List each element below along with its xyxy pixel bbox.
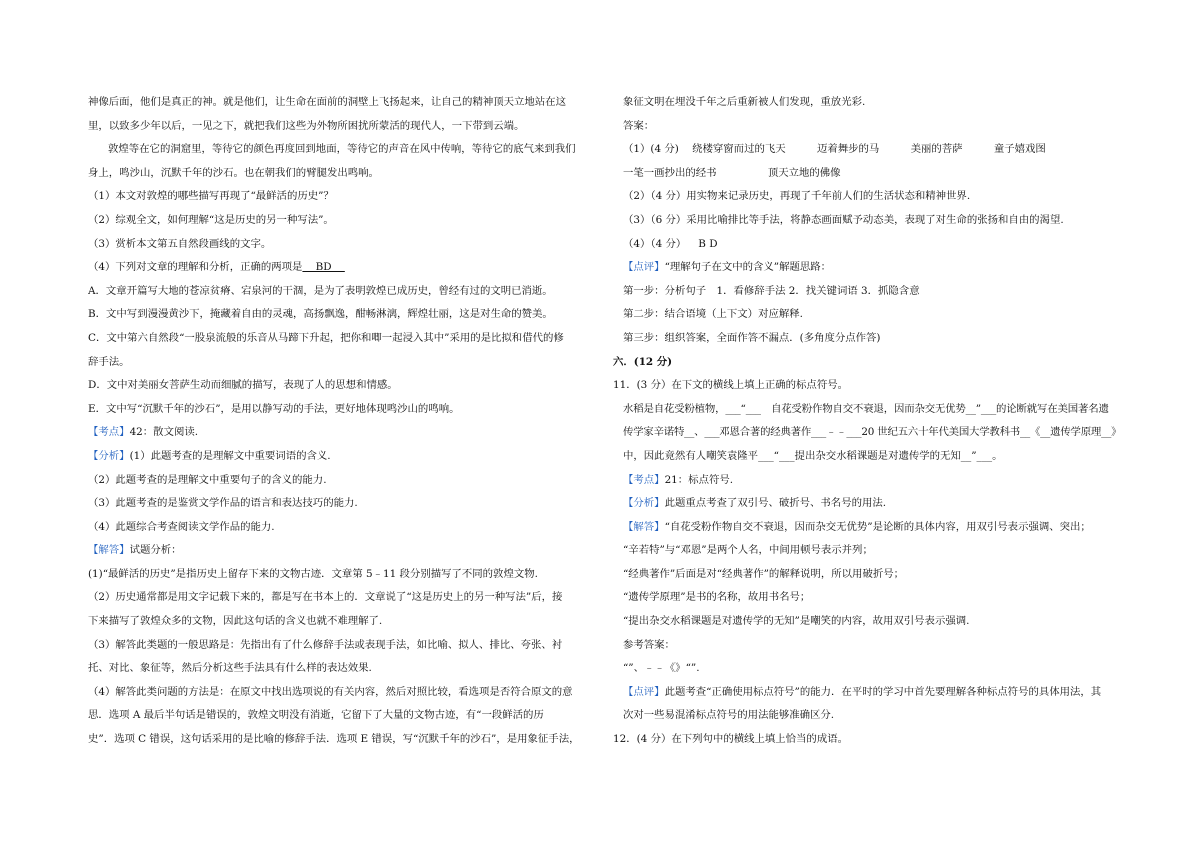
answer-4-value: B D: [698, 237, 718, 250]
jieda-text: “自花受粉作物自交不衰退，因而杂交无优势”是论断的具体内容，用双引号表示强调、突出；: [664, 520, 1091, 533]
continuation-line: 象征文明在埋没千年之后重新被人们发现，重放光彩.: [623, 96, 866, 108]
answer-1-line-2: [623, 162, 1135, 186]
option-d: D．文中对美丽女菩萨生动而细腻的描写，表现了人的思想和情感。: [88, 379, 398, 392]
option-c-line-1: C．文中第六自然段“一股泉流般的乐音从马蹄下升起，把你和唧一起浸入其中”采用的是比拟和借代的修: [88, 331, 564, 344]
dianping-text: “理解句子在文中的含义”解题思路：: [664, 261, 832, 274]
section-6-heading: 六．(12 分): [613, 355, 673, 368]
question-11: 11．(3 分）在下文的横线上填上正确的标点符号。: [613, 379, 848, 392]
jieda-right-line-3: “经典著作”后面是对“经典著作”的解释说明，所以用破折号；: [623, 567, 905, 580]
step-2: 第二步：结合语境（上下文）对应解释.: [623, 308, 803, 321]
dianping-tag: 【点评】: [623, 685, 665, 698]
option-c-line-2: 辞手法。: [88, 355, 130, 368]
intro-line-2: 里，以致多少年以后，一见之下，就把我们这些为外物所困扰所蒙活的现代人，一下带到云端。: [88, 119, 525, 132]
intro-line-1: 神像后面，他们是真正的神。就是他们，让生命在面前的洞壁上飞扬起来，让自己的精神顶天立地站在这: [88, 96, 566, 108]
kaodian-text: 21：标点符号.: [664, 473, 734, 486]
fenxi-text-1: (1）此题考查的是理解文中重要词语的含义.: [129, 449, 331, 462]
option-a: A．文章开篇写大地的苍凉贫瘠、宕泉河的干涸，是为了表明敦煌已成历史，曾经有过的文明已消逝。: [88, 284, 553, 297]
dianping-line: [623, 256, 1135, 280]
answer-1-item: 一笔一画抄出的经书: [623, 166, 717, 179]
dianping-line-2b: 次对一些易混淆标点符号的用法能够准确区分.: [623, 709, 835, 722]
question-1: （1）本文对敦煌的哪些描写再现了“最鲜活的历史”？: [88, 190, 334, 203]
kaodian-tag: 【考点】: [623, 473, 665, 486]
reference-label: 参考答案：: [623, 638, 675, 651]
fenxi-line-2: （2）此题考查的是理解文中重要句子的含义的能力.: [88, 473, 327, 486]
jieda-line-1: (1)“最鲜活的历史”是指历史上留存下来的文物古迹．文章第 5﹣11 段分别描写了不同的敦煌文物.: [88, 567, 538, 580]
fenxi-line-3: （3）此题考查的是鉴赏文学作品的语言和表达技巧的能力.: [88, 497, 358, 510]
question-4: [88, 256, 591, 280]
question-3: （3）赏析本文第五自然段画线的文字。: [88, 237, 272, 250]
jieda-line-4a: （4）解答此类问题的方法是：在原文中找出选项说的有关内容，然后对照比较，看选项是否符合原文的意: [88, 685, 573, 698]
question-11-line-3: 中，因此竟然有人嘲笑袁隆平___“___提出杂交水稻课题是对遗传学的无知__”___。: [623, 449, 1003, 462]
step-3: 第三步：组织答案，全面作答不漏点．(多角度分点作答): [623, 331, 881, 344]
step-1: 第一步：分析句子 1．看修辞手法 2．找关键词语 3．抓隐含意: [623, 284, 920, 297]
jieda-line-2a: （2）历史通常都是用文字记载下来的，都是写在书本上的．文章说了“这是历史上的另一种写法”后，接: [88, 591, 563, 604]
left-column: [88, 91, 591, 752]
reference-answer: “”、﹣﹣《》“”.: [623, 662, 700, 675]
fenxi-text: 此题重点考查了双引号、破折号、书名号的用法.: [664, 497, 887, 510]
kaodian-text: 42：散文阅读.: [129, 426, 199, 439]
answer-1-item: 绕楼穿窗而过的飞天: [692, 143, 786, 156]
question-11-line-1: 水稻是自花受粉植物，___“___ 自花受粉作物自交不衰退，因而杂交无优势__”___的论断就写在美国著名遗: [623, 402, 1109, 415]
jieda-line: [88, 539, 591, 563]
dianping-line-2: [623, 681, 1135, 705]
kaodian-line-2: [623, 469, 1135, 493]
question-4-answer: BD: [302, 261, 345, 274]
fenxi-line-4: （4）此题综合考查阅读文学作品的能力.: [88, 520, 275, 533]
answer-1-item: 童子嬉戏图: [993, 143, 1046, 156]
jieda-tag: 【解答】: [88, 544, 130, 557]
jieda-line-right: [623, 516, 1135, 540]
fenxi-tag: 【分析】: [88, 449, 130, 462]
right-column: [613, 91, 1135, 752]
answer-4-prefix: （4）（4 分）: [623, 237, 687, 250]
jieda-line-4c: 史”．选项 C 错误，这句话采用的是比喻的修辞手法．选项 E 错误，写“沉默千年的沙石”，是用象征手法，: [88, 733, 580, 746]
kaodian-line: [88, 421, 591, 445]
jieda-text: 试题分析：: [129, 544, 182, 557]
question-4-text: （4）下列对文章的理解和分析，正确的两项是: [88, 261, 303, 274]
jieda-right-line-2: “辛若特”与“邓恩”是两个人名，中间用顿号表示并列；: [623, 544, 873, 557]
jieda-tag: 【解答】: [623, 520, 665, 533]
answer-3: （3）（6 分）采用比喻排比等手法，将静态画面赋予动态美，表现了对生命的张扬和自由的渴望.: [623, 213, 1064, 226]
question-2: （2）综观全文，如何理解“这是历史的另一种写法”。: [88, 213, 334, 226]
jieda-line-3b: 托、对比、象征等，然后分析这些手法具有什么样的表达效果.: [88, 662, 372, 675]
answer-1-prefix: （1）(4 分): [623, 143, 679, 156]
option-e: E．文中写“沉默千年的沙石”，是用以静写动的手法，更好地体现鸣沙山的鸣响。: [88, 402, 460, 415]
dunhuang-paragraph-line-1: 敦煌等在它的洞窟里，等待它的颜色再度回到地面，等待它的声音在风中传响，等待它的底气来到我们: [108, 143, 576, 156]
fenxi-line-right: [623, 492, 1135, 516]
fenxi-line: [88, 445, 591, 469]
dianping-tag: 【点评】: [623, 261, 665, 274]
answer-1-line: [623, 138, 1135, 162]
answer-label: 答案：: [623, 119, 655, 132]
jieda-line-2b: 下来描写了敦煌众多的文物，因此这句话的含义也就不难理解了.: [88, 615, 383, 628]
answer-1-item: 美丽的菩萨: [910, 143, 963, 156]
dianping-text: 此题考查“正确使用标点符号”的能力．在平时的学习中首先要理解各种标点符号的具体用法，其: [664, 685, 1102, 698]
answer-4: [623, 233, 1135, 257]
kaodian-tag: 【考点】: [88, 426, 130, 439]
question-12: 12．(4 分）在下列句中的横线上填上恰当的成语。: [613, 733, 848, 746]
fenxi-tag: 【分析】: [623, 497, 665, 510]
jieda-line-3a: （3）解答此类题的一般思路是：先指出有了什么修辞手法或表现手法，如比喻、拟人、排比、夸张、衬: [88, 638, 563, 651]
dunhuang-paragraph-line-2: 身上，鸣沙山，沉默千年的沙石。也在朝我们的臂腿发出鸣响。: [88, 166, 379, 179]
jieda-right-line-4: “遗传学原理”是书的名称，故用书名号；: [623, 591, 811, 604]
answer-1-item: 迈着舞步的马: [816, 143, 880, 156]
jieda-line-4b: 思．选项 A 最后半句话是错误的，敦煌文明没有消逝，它留下了大量的文物古迹，有“一段鲜活的历: [88, 709, 544, 722]
answer-1-item: 顶天立地的佛像: [767, 166, 841, 179]
answer-2: （2）（4 分）用实物来记录历史，再现了千年前人们的生活状态和精神世界.: [623, 190, 971, 203]
question-11-line-2: 传学家辛诺特__、___邓恩合著的经典著作___﹣﹣___20 世纪五六十年代美国大学教科书__《__遗传学原理__》: [623, 426, 1122, 439]
jieda-right-line-5: “提出杂交水稻课题是对遗传学的无知”是嘲笑的内容，故用双引号表示强调.: [623, 615, 970, 628]
option-b: B．文中写到漫漫黄沙下，掩藏着自由的灵魂，高扬飘逸，酣畅淋漓，辉煌壮丽，这是对生命的赞美。: [88, 308, 553, 321]
